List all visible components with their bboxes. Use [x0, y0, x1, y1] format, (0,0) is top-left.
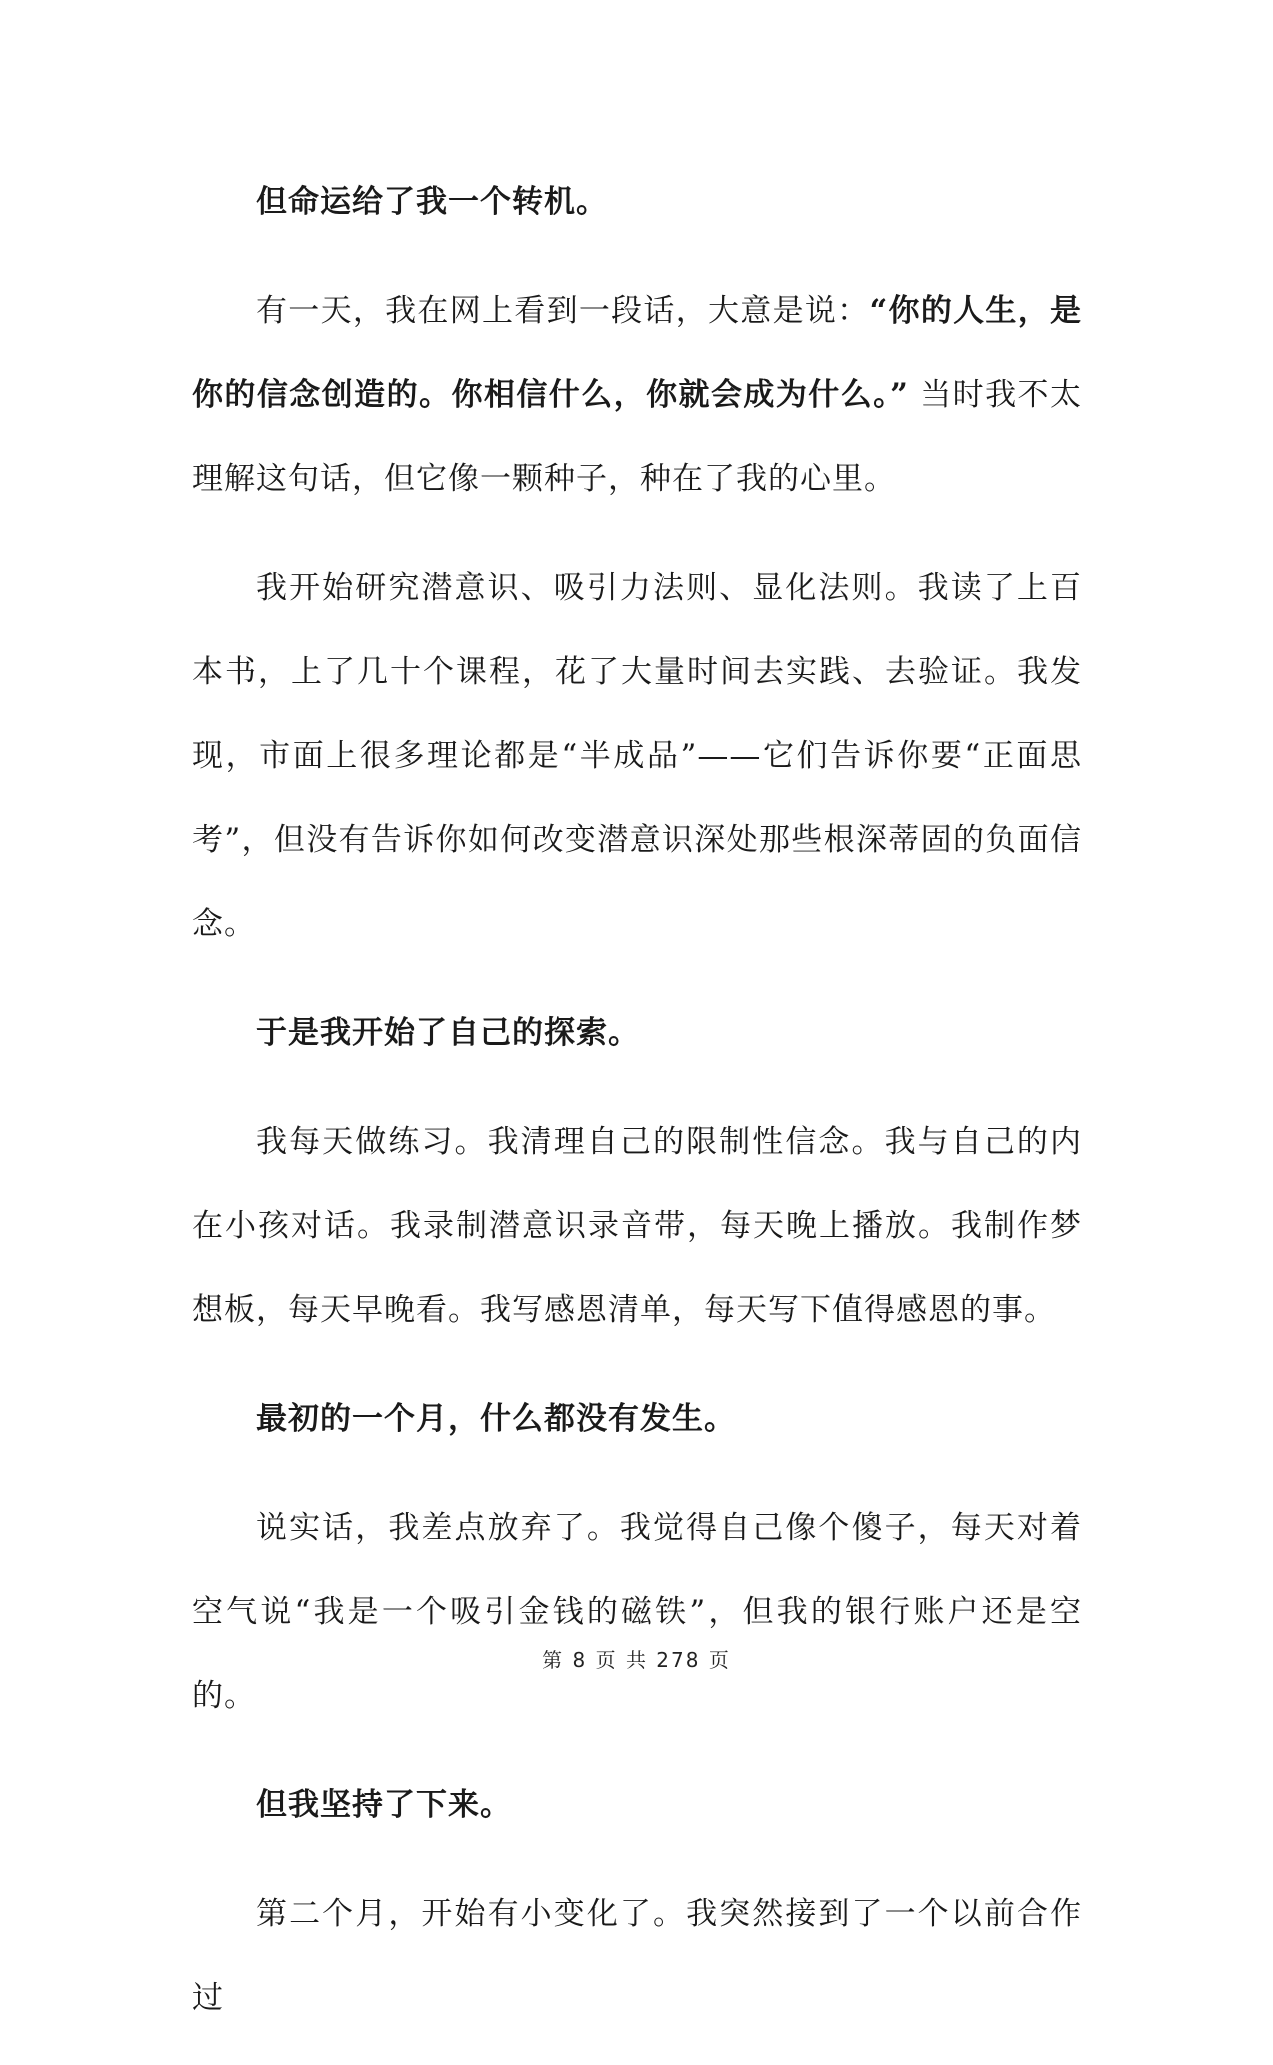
body-paragraph	[192, 1872, 1082, 2040]
bold-text-segment: 但我坚持了下来。	[256, 1787, 512, 1823]
bold-text-segment: 但命运给了我一个转机。	[256, 184, 608, 220]
page-body	[192, 160, 1082, 2065]
text-segment: 有一天，我在网上看到一段话，大意是说：	[256, 293, 870, 329]
text-segment: 我每天做练习。我清理自己的限制性信念。我与自己的内在小孩对话。我录制潜意识录音带，每天晚上播放。我制作梦想板，每天早晚看。我写感恩清单，每天写下值得感恩的事。	[192, 1124, 1082, 1328]
text-segment: 第二个月，开始有小变化了。我突然接到了一个以前合作过	[192, 1896, 1082, 2016]
bold-text-segment: “你的人生，是你的信念创造的。你相信什么，你就会成为什么。”	[192, 293, 1082, 413]
text-segment: 当时我不太理解这句话，但它像一颗种子，种在了我的心里。	[192, 377, 1082, 497]
bold-paragraph	[192, 991, 1082, 1075]
text-segment: 我开始研究潜意识、吸引力法则、显化法则。我读了上百本书，上了几十个课程，花了大量时间去实践、去验证。我发现，市面上很多理论都是“半成品”——它们告诉你要“正面思考”，但没有告诉你如何改变潜意识深处那些根深蒂固的负面信念。	[192, 570, 1082, 942]
body-paragraph	[192, 1100, 1082, 1352]
page-footer: 第 8 页 共 278 页	[542, 1648, 731, 1672]
body-paragraph	[192, 1486, 1082, 1738]
body-paragraph	[192, 269, 1082, 521]
bold-paragraph	[192, 1377, 1082, 1461]
bold-paragraph	[192, 160, 1082, 244]
bold-paragraph	[192, 1763, 1082, 1847]
bold-text-segment: 最初的一个月，什么都没有发生。	[256, 1401, 736, 1437]
bold-text-segment: 于是我开始了自己的探索。	[256, 1015, 640, 1051]
text-segment: 说实话，我差点放弃了。我觉得自己像个傻子，每天对着空气说“我是一个吸引金钱的磁铁”，但我的银行账户还是空的。	[192, 1510, 1082, 1714]
body-paragraph	[192, 546, 1082, 966]
